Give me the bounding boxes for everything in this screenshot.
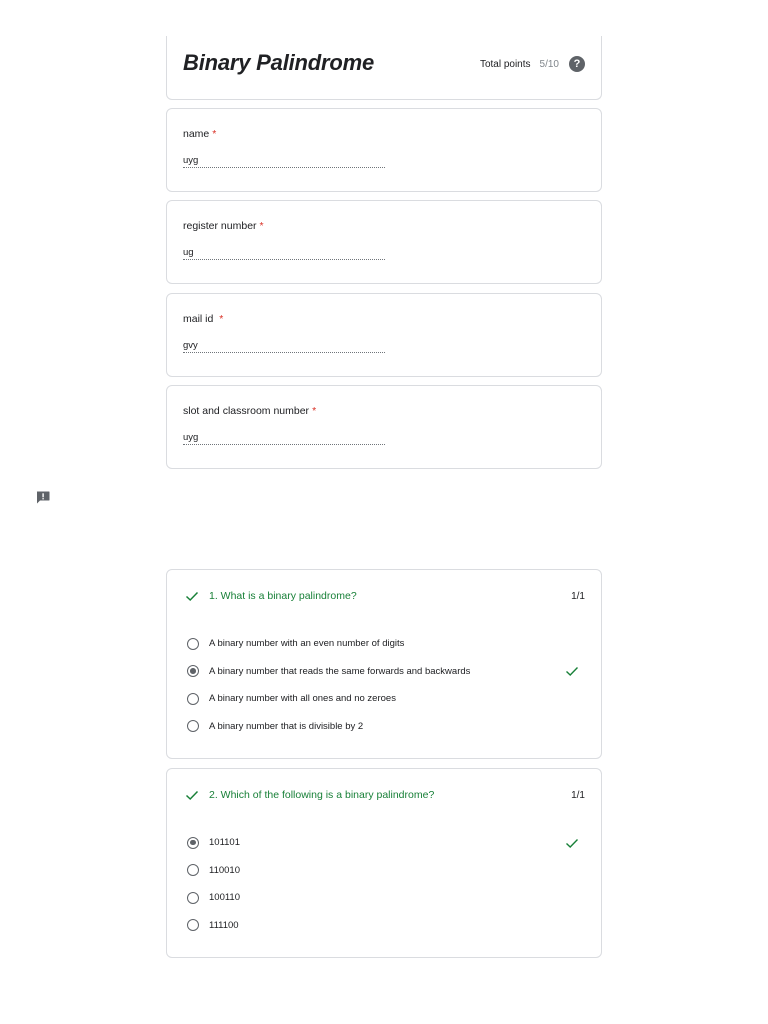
radio-button[interactable]	[187, 919, 199, 931]
option-label: 101101	[209, 837, 240, 849]
radio-button[interactable]	[187, 638, 199, 650]
field-card-name	[166, 108, 602, 192]
question-title: 2. Which of the following is a binary palindrome?	[209, 789, 435, 801]
answer-option[interactable]	[187, 630, 583, 658]
radio-button[interactable]	[187, 892, 199, 904]
field-label-text: slot and classroom number	[183, 405, 310, 417]
field-label	[183, 405, 316, 417]
answer-option[interactable]	[187, 884, 583, 912]
field-label	[183, 313, 223, 325]
question-card-1	[166, 569, 602, 759]
option-label: 111100	[209, 919, 239, 931]
answer-option[interactable]	[187, 685, 583, 713]
checkmark-icon	[185, 788, 199, 802]
answer-option[interactable]	[187, 713, 583, 741]
checkmark-icon	[185, 589, 199, 603]
field-label	[183, 220, 264, 232]
field-card-register-number	[166, 200, 602, 284]
slot-classroom-field[interactable]	[183, 430, 385, 445]
radio-button[interactable]	[187, 864, 199, 876]
field-label-text: mail id	[183, 313, 217, 325]
total-points-label: Total points	[479, 58, 531, 70]
field-label-text: register number	[183, 220, 257, 232]
question-card-2	[166, 768, 602, 958]
checkmark-icon	[565, 836, 579, 850]
answer-option[interactable]	[187, 658, 583, 686]
total-points-value: 5/10	[539, 58, 559, 70]
mail-id-field[interactable]	[183, 338, 385, 353]
checkmark-icon	[565, 664, 579, 678]
field-card-mail-id	[166, 293, 602, 377]
answer-option[interactable]	[187, 857, 583, 885]
radio-button[interactable]	[187, 693, 199, 705]
required-asterisk: *	[259, 220, 264, 232]
option-label: 100110	[209, 892, 240, 904]
help-icon[interactable]: ?	[569, 56, 585, 72]
total-points	[480, 56, 585, 72]
radio-button-selected[interactable]	[187, 665, 199, 677]
answer-options	[187, 630, 583, 740]
form-title: Binary Palindrome	[183, 50, 374, 75]
option-label: A binary number that is divisible by 2	[209, 720, 364, 732]
radio-button-selected[interactable]	[187, 837, 199, 849]
answer-option[interactable]	[187, 829, 583, 857]
field-card-slot-classroom	[166, 385, 602, 469]
question-header	[185, 787, 585, 803]
required-asterisk: *	[212, 128, 217, 140]
field-label	[183, 128, 216, 140]
form-header-card	[166, 36, 602, 100]
option-label: A binary number with an even number of digits	[209, 638, 405, 650]
register-number-field[interactable]	[183, 245, 385, 260]
option-label: A binary number with all ones and no zeroes	[209, 693, 396, 705]
option-label: A binary number that reads the same forwards and backwards	[209, 665, 471, 677]
required-asterisk: *	[312, 405, 317, 417]
question-title: 1. What is a binary palindrome?	[209, 590, 357, 602]
required-asterisk: *	[219, 313, 224, 325]
field-label-text: name	[183, 128, 210, 140]
question-score: 1/1	[571, 590, 585, 602]
answer-options	[187, 829, 583, 939]
option-label: 110010	[209, 864, 240, 876]
radio-button[interactable]	[187, 720, 199, 732]
question-score: 1/1	[571, 789, 585, 801]
report-feedback-icon[interactable]	[36, 491, 50, 504]
question-header	[185, 588, 585, 604]
answer-option[interactable]	[187, 912, 583, 940]
name-field[interactable]	[183, 153, 385, 168]
